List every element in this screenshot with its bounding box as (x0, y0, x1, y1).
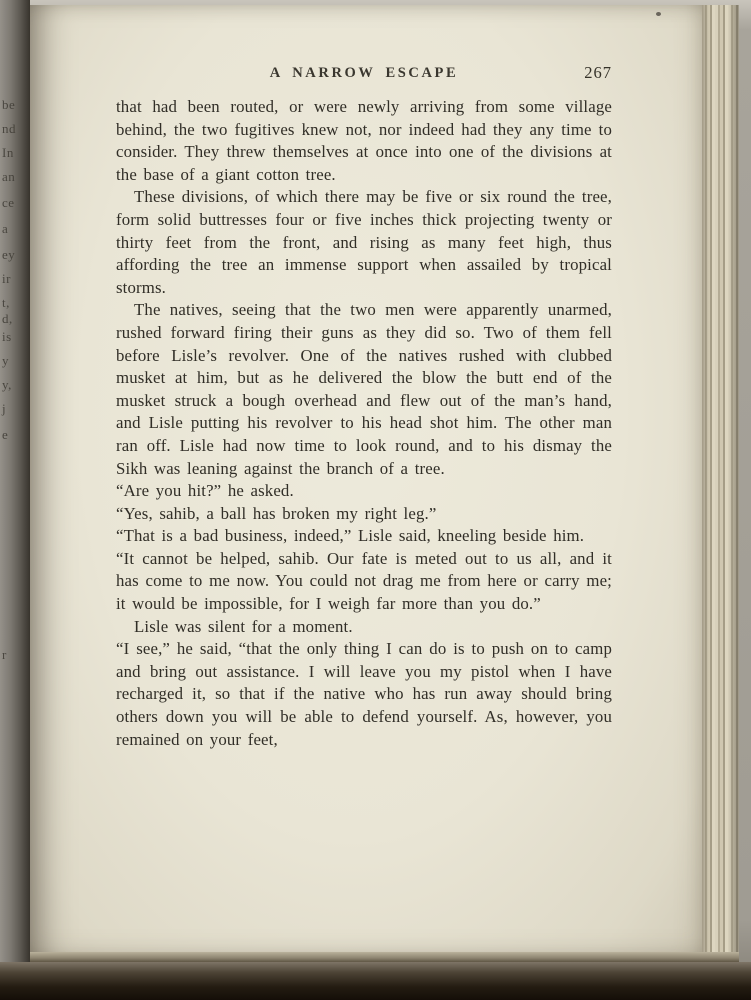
page-number: 267 (584, 63, 612, 82)
book-page (30, 5, 702, 962)
edge-text-fragment: ce (2, 195, 15, 210)
paragraph: “It cannot be helped, sahib. Our fate is meted out to us all, and it has come to me now. You could not drag me from here or carry me; it would be impossible, for I weigh far more than you do.” (116, 548, 612, 614)
edge-text-fragment: ir (2, 271, 11, 286)
edge-text-fragment: nd (2, 121, 16, 136)
scan-artifact (656, 12, 661, 16)
page-body (116, 96, 612, 751)
edge-text-fragment: an (2, 169, 16, 184)
book-gutter (0, 0, 30, 968)
edge-text-fragment: ey (2, 247, 16, 262)
edge-text-fragment: d, (2, 311, 13, 326)
paragraph: These divisions, of which there may be five or six round the tree, form solid buttresses four or five inches thick projecting twenty or thirty feet from the front, and rising as many feet high, thus affording the tree an immense support when assailed by tropical storms. (116, 187, 612, 297)
edge-text-fragment: e (2, 427, 9, 442)
edge-text-fragment: is (2, 329, 12, 344)
edge-text-fragment: y (2, 353, 9, 368)
running-title: A NARROW ESCAPE (269, 65, 459, 81)
paragraph: “I see,” he said, “that the only thing I can do is to push on to camp and bring out assistance. I will leave you my pistol when I have recharged it, so that if the native who has run away should bring others down you will be able to defend yourself. As, however, you remained on your feet, (116, 639, 612, 749)
edge-text-fragment: j (2, 401, 7, 416)
paragraph: The natives, seeing that the two men were apparently unarmed, rushed forward firing their guns as they did so. Two of them fell before Lisle’s revolver. One of the natives rushed with clubbed musket at him, but as he delivered the blow the butt end of the musket struck a bough overhead and flew out of the man’s hand, and Lisle putting his revolver to his head shot him. The other man ran off. Lisle had now time to look round, and to his dismay the Sikh was leaning against the branch of a tree. (116, 300, 612, 478)
book-bottom-edge (0, 962, 751, 1000)
edge-text-fragment: t, (2, 295, 10, 310)
edge-text-fragment: be (2, 97, 16, 112)
paragraph: “Yes, sahib, a ball has broken my right leg.” (116, 503, 437, 523)
edge-text-fragment: In (2, 145, 14, 160)
paragraph: Lisle was silent for a moment. (134, 616, 353, 636)
page-header (116, 65, 612, 87)
edge-text-fragment: a (2, 221, 9, 236)
page-edge-stack (702, 5, 739, 962)
bottom-page-edges (30, 952, 739, 962)
edge-text-fragment: r (2, 647, 7, 662)
edge-text-fragment: y, (2, 377, 12, 392)
paragraph: “That is a bad business, indeed,” Lisle said, kneeling beside him. (116, 526, 585, 546)
paragraph: “Are you hit?” he asked. (116, 481, 294, 501)
paragraph: that had been routed, or were newly arriving from some village behind, the two fugitives knew not, nor indeed had they any time to consider. They threw themselves at once into one of the divisions at the base of a giant cotton tree. (116, 97, 612, 184)
